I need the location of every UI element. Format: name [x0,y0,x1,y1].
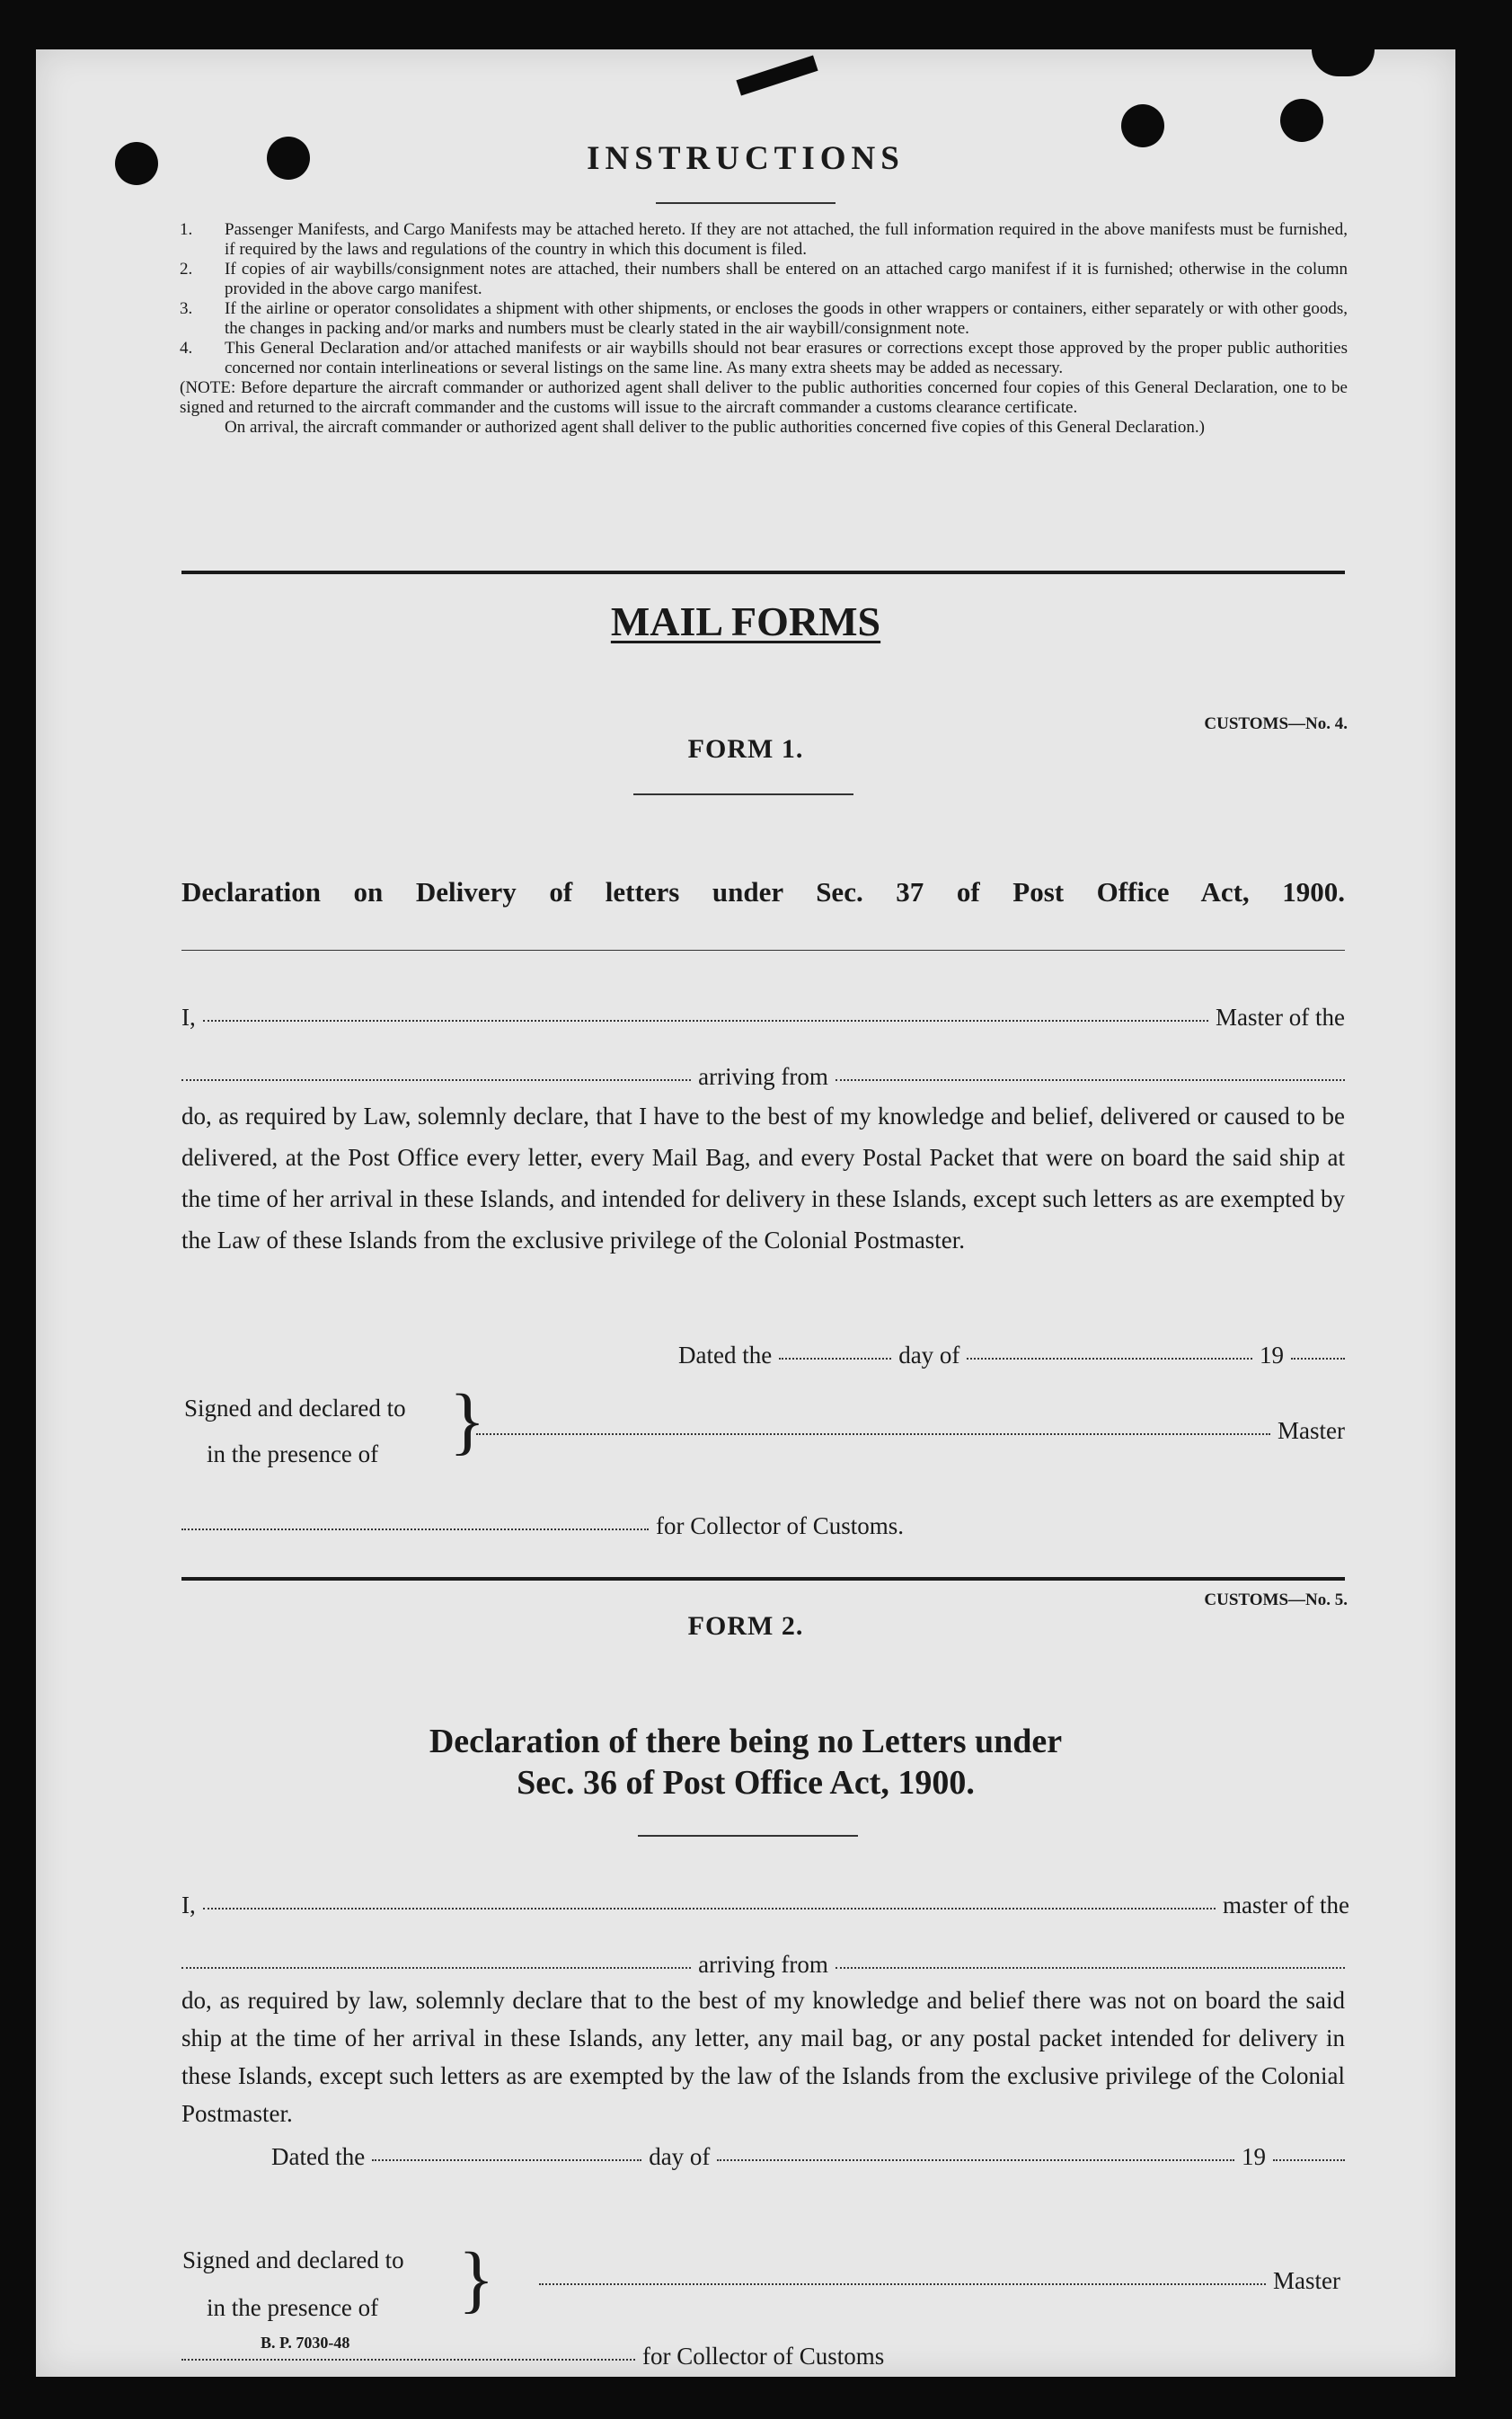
ship-name-field[interactable] [181,1079,691,1081]
form2-title: FORM 2. [687,1611,804,1641]
date-day-field[interactable] [779,1358,891,1360]
instructions-title-rule [656,202,836,204]
instruction-item: 4. This General Declaration and/or attached manifests or air waybills should not bear erasures or corrections except those approved by the proper public authorities concerned nor contain interlineations or several listings on the same line. As many extra sheets may be added as necessary. [180,339,1348,377]
instructions-list [180,220,1348,438]
form1-dated-line[interactable]: Dated the day of 19 [678,1342,1345,1369]
instruction-item: 3. If the airline or operator consolidates a shipment with other shipments, or encloses the goods in other wrappers or containers, either separately or with other goods, the changes in packing and/or marks and numbers must be clearly stated in the air waybill/consignment note. [180,299,1348,338]
date-year-field[interactable] [1291,1358,1345,1360]
presence-label: in the presence of [207,1440,379,1467]
date-month-field[interactable] [967,1358,1252,1360]
form2-dated-line[interactable]: Dated the day of 19 [271,2143,1345,2171]
form2-master-line[interactable]: I, master of the [181,1892,1349,1918]
form2-master-signature-line[interactable]: Master [539,2267,1340,2295]
brace-icon: } [449,1379,486,1463]
form1-master-line[interactable]: I, Master of the [181,1004,1345,1031]
arriving-from-field[interactable] [836,1967,1345,1969]
master-name-field[interactable] [203,1908,1216,1910]
form1-collector-line[interactable]: for Collector of Customs. [181,1512,990,1540]
instruction-item: 1. Passenger Manifests, and Cargo Manifests may be attached hereto. If they are not attached, the full information required in the above manifests must be furnished, if required by the laws and regulations of the country in which this document is filed. [180,220,1348,259]
brace-icon: } [458,2237,495,2321]
form2-declaration-body: do, as required by law, solemnly declare that to the best of my knowledge and belief there was not on board the said ship at the time of her arrival in these Islands, any letter, any mail bag, or any postal packet intended for delivery in these Islands, except such letters as are exempted by the law of the Islands from the exclusive privilege of the Colonial Postmaster. [181,1987,1345,2127]
section-divider [181,571,1345,574]
instructions-title: INSTRUCTIONS [587,140,905,177]
mail-forms-title: MAIL FORMS [610,598,881,644]
form1-master-signature-line[interactable]: Master [476,1417,1345,1445]
instruction-note-arrival: On arrival, the aircraft commander or authorized agent shall deliver to the public authorities concerned five copies of this General Declaration.) [225,418,1205,437]
ship-name-field[interactable] [181,1967,691,1969]
form2-arriving-line[interactable]: arriving from [181,1951,1345,1979]
torn-corner [1312,40,1375,76]
form-divider [181,1577,1345,1581]
punch-hole [1280,99,1323,142]
form1-arriving-line[interactable]: arriving from [181,1063,1345,1091]
collector-signature-field[interactable] [181,2359,635,2361]
signed-label: Signed and declared to [184,1395,406,1422]
torn-edge [736,56,818,96]
instruction-item: 2. If copies of air waybills/consignment notes are attached, their numbers shall be entered on an attached cargo manifest if it is furnished; otherwise in the column provided in the above cargo manifest. [180,260,1348,298]
customs-number: CUSTOMS—No. 4. [1204,714,1348,733]
arriving-from-field[interactable] [836,1079,1345,1081]
master-name-field[interactable] [203,1020,1208,1022]
master-signature-field[interactable] [539,2283,1266,2285]
signed-label: Signed and declared to [182,2246,404,2273]
form1-declaration-body: do, as required by Law, solemnly declare, that I have to the best of my knowledge and belief, delivered or caused to be delivered, at the Post Office every letter, every Mail Bag, and every Postal Packet that were on board the said ship at the time of her arrival in these Islands, and intended for delivery in these Islands, except such letters as are exempted by the Law of these Islands from the exclusive privilege of the Colonial Postmaster. [181,1103,1345,1254]
form2-title-rule [638,1835,858,1837]
instruction-note: (NOTE: Before departure the aircraft commander or authorized agent shall deliver to the public authorities concerned four copies of this General Declaration, one to be signed and returned to the aircraft commander and the customs will issue to the aircraft commander a customs clearance certificate. [180,378,1348,417]
collector-signature-field[interactable] [181,1528,649,1530]
form1-heading-rule [181,950,1345,951]
form1-title: FORM 1. [687,734,804,764]
form2-collector-line[interactable]: for Collector of Customs [181,2343,990,2370]
print-code: B. P. 7030-48 [261,2334,350,2352]
form1-declaration-heading: Declaration on Delivery of letters under Sec. 37 of Post Office Act, 1900. [181,876,1345,908]
customs-number: CUSTOMS—No. 5. [1204,1591,1348,1609]
date-year-field[interactable] [1273,2159,1345,2161]
date-day-field[interactable] [372,2159,641,2161]
form1-title-rule [633,793,853,795]
form2-declaration-heading: Declaration of there being no Letters under Sec. 36 of Post Office Act, 1900. [429,1723,1063,1802]
master-signature-field[interactable] [476,1433,1270,1435]
date-month-field[interactable] [717,2159,1234,2161]
presence-label: in the presence of [207,2294,379,2321]
document-sheet [36,49,1455,2377]
